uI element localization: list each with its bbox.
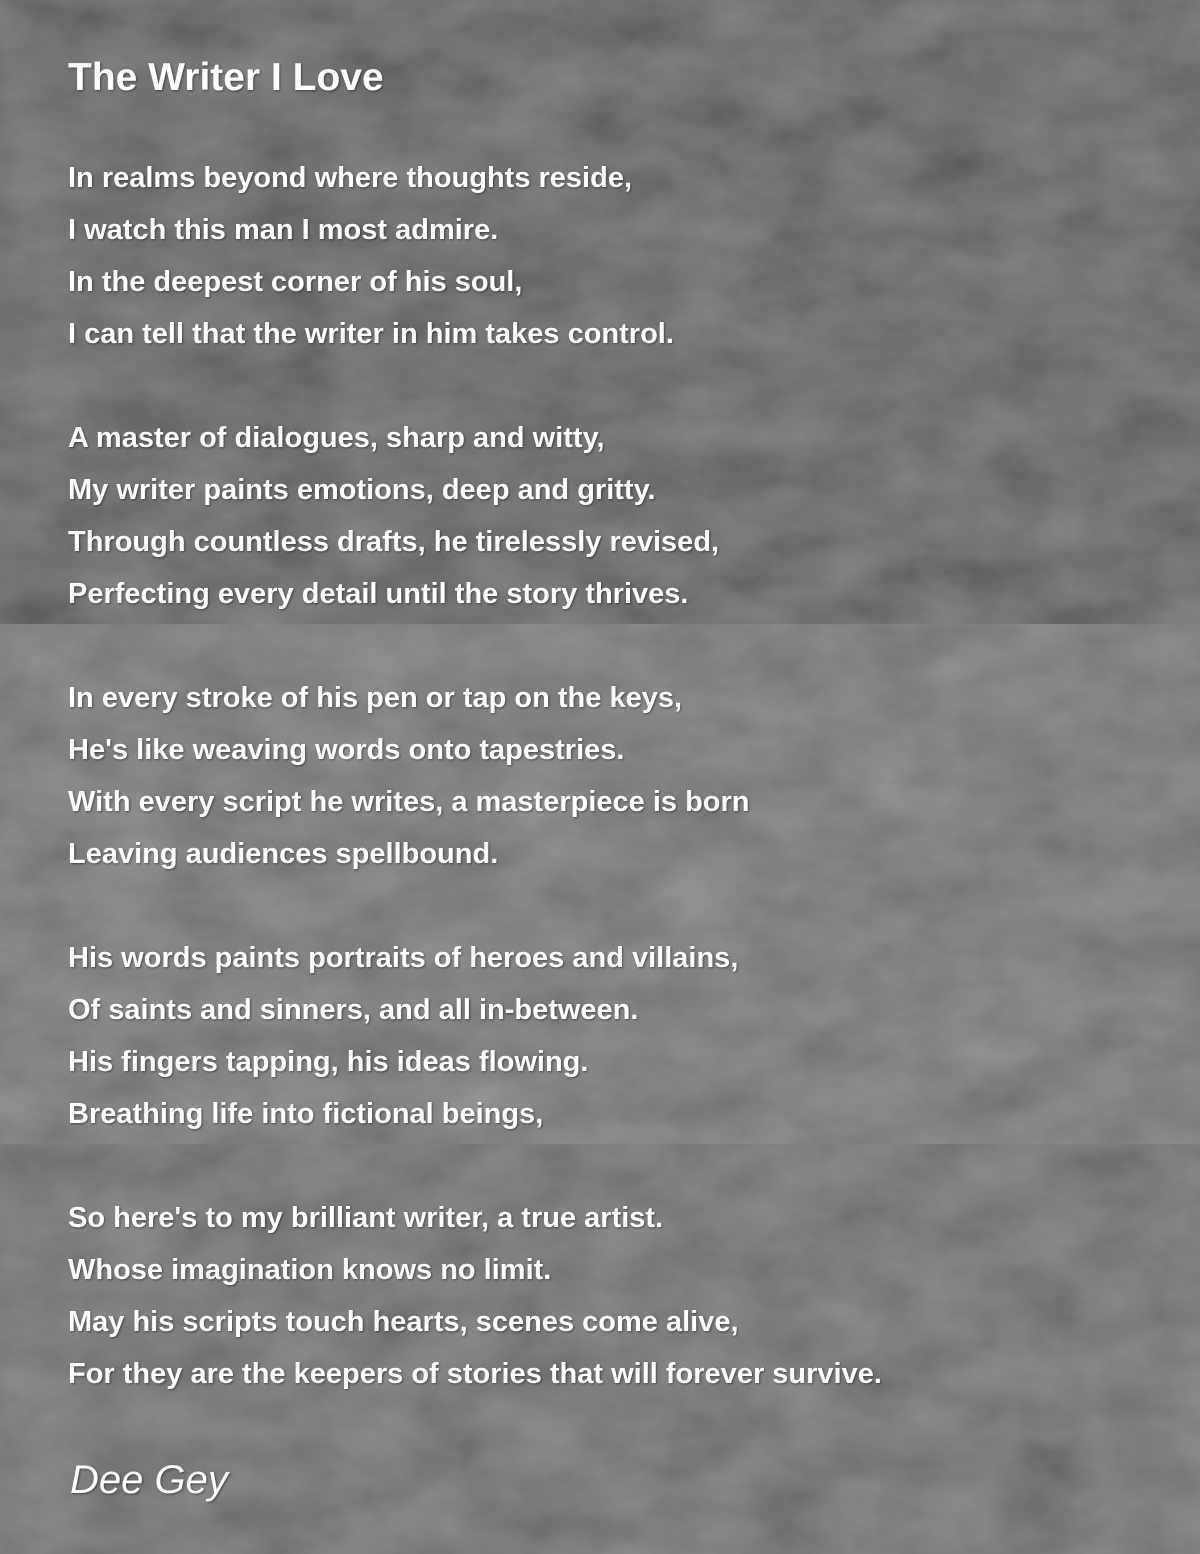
poem-line: Through countless drafts, he tirelessly revised,	[68, 526, 720, 558]
poem-line: His words paints portraits of heroes and villains,	[68, 942, 739, 974]
stanza-4	[68, 932, 738, 1140]
poem-line: Of saints and sinners, and all in-between.	[68, 994, 639, 1026]
poem-line: In realms beyond where thoughts reside,	[68, 162, 633, 194]
poem-line: Whose imagination knows no limit.	[68, 1254, 552, 1286]
poem-line: A master of dialogues, sharp and witty,	[68, 422, 605, 454]
poem-author: Dee Gey	[70, 1458, 228, 1502]
poem-line: I can tell that the writer in him takes control.	[68, 318, 674, 350]
poem-line: In every stroke of his pen or tap on the keys,	[68, 682, 683, 714]
poem-line: I watch this man I most admire.	[68, 214, 499, 246]
poem-line: So here's to my brilliant writer, a true artist.	[68, 1202, 664, 1234]
poem-title: The Writer I Love	[68, 56, 384, 99]
poem-line: My writer paints emotions, deep and gritty.	[68, 474, 656, 506]
poem-line: For they are the keepers of stories that will forever survive.	[68, 1358, 882, 1390]
poem-line: His fingers tapping, his ideas flowing.	[68, 1046, 589, 1078]
poem-line: Leaving audiences spellbound.	[68, 838, 499, 870]
stanza-3	[68, 672, 750, 880]
poem-line: In the deepest corner of his soul,	[68, 266, 523, 298]
poem-line: Breathing life into fictional beings,	[68, 1098, 544, 1130]
poem-line: Perfecting every detail until the story thrives.	[68, 578, 689, 610]
poem-line: May his scripts touch hearts, scenes come alive,	[68, 1306, 739, 1338]
stanza-2	[68, 412, 719, 620]
stanza-5	[68, 1192, 882, 1400]
stanza-1	[68, 152, 674, 360]
poem-line: He's like weaving words onto tapestries.	[68, 734, 625, 766]
poem-line: With every script he writes, a masterpiece is born	[68, 786, 750, 818]
